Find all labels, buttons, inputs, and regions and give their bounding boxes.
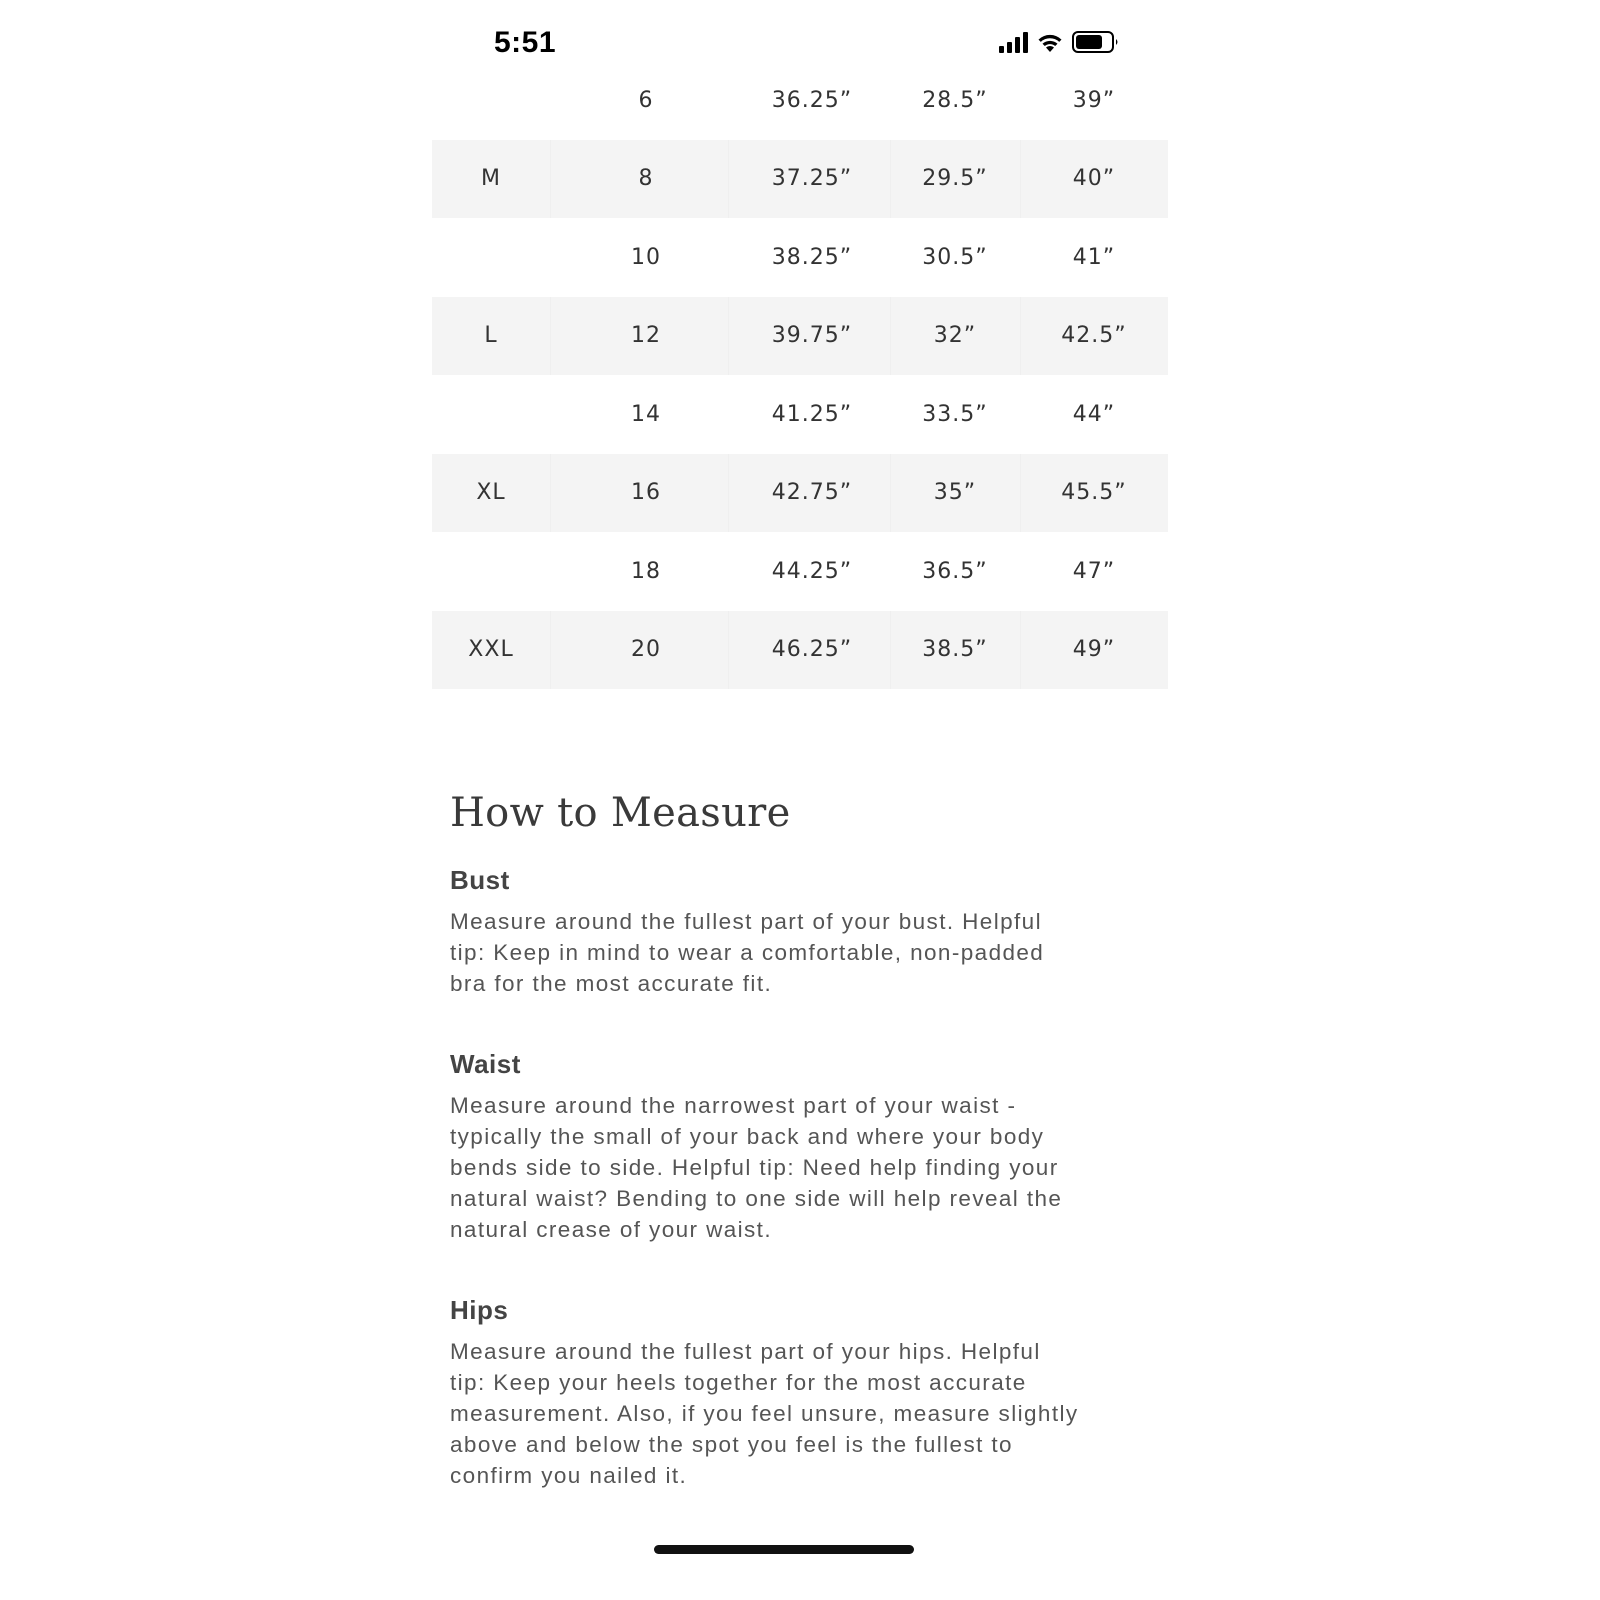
battery-icon — [1072, 30, 1120, 54]
bust-value: 46.25” — [771, 637, 853, 663]
size-label: XL — [476, 480, 506, 506]
numeric-size: 8 — [638, 166, 654, 192]
bust-heading: Bust — [450, 865, 510, 895]
hips-line: Measure around the fullest part of your hips. Helpful — [450, 1339, 1041, 1364]
size-label: L — [484, 323, 498, 349]
waist-line: bends side to side. Helpful tip: Need help finding your — [450, 1155, 1059, 1180]
numeric-size: 16 — [631, 480, 661, 506]
table-row — [432, 532, 1168, 611]
bust-value: 42.75” — [771, 480, 853, 506]
waist-line: typically the small of your back and where your body — [450, 1124, 1045, 1149]
bust-value: 38.25” — [771, 244, 853, 270]
numeric-size: 10 — [631, 244, 661, 270]
column-separator — [728, 454, 729, 533]
hips-value: 44” — [1072, 401, 1116, 427]
table-row — [432, 611, 1168, 690]
column-separator — [1020, 454, 1021, 533]
numeric-size: 18 — [631, 558, 661, 584]
column-separator — [728, 611, 729, 690]
numeric-size: 14 — [631, 401, 661, 427]
phone-screen — [432, 0, 1168, 1600]
size-label — [432, 61, 550, 140]
size-label — [432, 218, 550, 297]
size-label: M — [481, 166, 501, 192]
waist-value: 32” — [933, 323, 977, 349]
column-separator — [1020, 611, 1021, 690]
waist-line: Measure around the narrowest part of your waist - — [450, 1093, 1017, 1118]
hips-heading: Hips — [450, 1295, 509, 1325]
hips-value: 45.5” — [1061, 480, 1127, 506]
table-row — [432, 61, 1168, 140]
waist-line: natural waist? Bending to one side will help reveal the — [450, 1186, 1063, 1211]
table-row — [432, 375, 1168, 454]
waist-description — [450, 1090, 1150, 1245]
hips-value: 49” — [1072, 637, 1116, 663]
waist-value: 30.5” — [922, 244, 988, 270]
waist-line: natural crease of your waist. — [450, 1217, 772, 1242]
bust-line: bra for the most accurate fit. — [450, 971, 773, 996]
waist-value: 38.5” — [922, 637, 988, 663]
column-separator — [550, 297, 551, 376]
bust-value: 36.25” — [771, 87, 853, 113]
bust-line: tip: Keep in mind to wear a comfortable, non-padded — [450, 940, 1045, 965]
bust-value: 41.25” — [771, 401, 853, 427]
bust-value: 37.25” — [771, 166, 853, 192]
column-separator — [550, 454, 551, 533]
waist-value: 29.5” — [922, 166, 988, 192]
wifi-icon — [1036, 31, 1064, 53]
hips-value: 47” — [1072, 558, 1116, 584]
status-icons — [999, 30, 1120, 54]
waist-value: 36.5” — [922, 558, 988, 584]
size-label — [432, 532, 550, 611]
home-indicator[interactable] — [654, 1545, 914, 1554]
hips-description — [450, 1336, 1150, 1491]
waist-heading: Waist — [450, 1049, 521, 1079]
hips-value: 40” — [1072, 166, 1116, 192]
numeric-size: 12 — [631, 323, 661, 349]
size-chart-table — [432, 61, 1168, 689]
table-row — [432, 140, 1168, 219]
hips-line: tip: Keep your heels together for the most accurate — [450, 1370, 1027, 1395]
hips-value: 39” — [1072, 87, 1116, 113]
cellular-signal-icon — [999, 31, 1028, 53]
numeric-size: 6 — [638, 87, 654, 113]
column-separator — [890, 454, 891, 533]
waist-value: 35” — [933, 480, 977, 506]
table-row — [432, 454, 1168, 533]
column-separator — [890, 297, 891, 376]
waist-value: 28.5” — [922, 87, 988, 113]
table-row — [432, 218, 1168, 297]
table-row — [432, 297, 1168, 376]
bust-line: Measure around the fullest part of your bust. Helpful — [450, 909, 1042, 934]
size-label: XXL — [468, 637, 514, 663]
how-to-measure-title: How to Measure — [450, 790, 791, 836]
column-separator — [728, 297, 729, 376]
size-label — [432, 375, 550, 454]
bust-value: 39.75” — [771, 323, 853, 349]
column-separator — [890, 611, 891, 690]
hips-line: confirm you nailed it. — [450, 1463, 688, 1488]
column-separator — [1020, 297, 1021, 376]
column-separator — [550, 611, 551, 690]
waist-value: 33.5” — [922, 401, 988, 427]
column-separator — [890, 140, 891, 219]
bust-description — [450, 906, 1150, 999]
bust-value: 44.25” — [771, 558, 853, 584]
numeric-size: 20 — [631, 637, 661, 663]
column-separator — [550, 140, 551, 219]
status-time: 5:51 — [494, 26, 557, 59]
column-separator — [1020, 140, 1021, 219]
hips-line: measurement. Also, if you feel unsure, measure slightly — [450, 1401, 1079, 1426]
hips-value: 42.5” — [1061, 323, 1127, 349]
hips-value: 41” — [1072, 244, 1116, 270]
hips-line: above and below the spot you feel is the fullest to — [450, 1432, 1013, 1457]
column-separator — [728, 140, 729, 219]
